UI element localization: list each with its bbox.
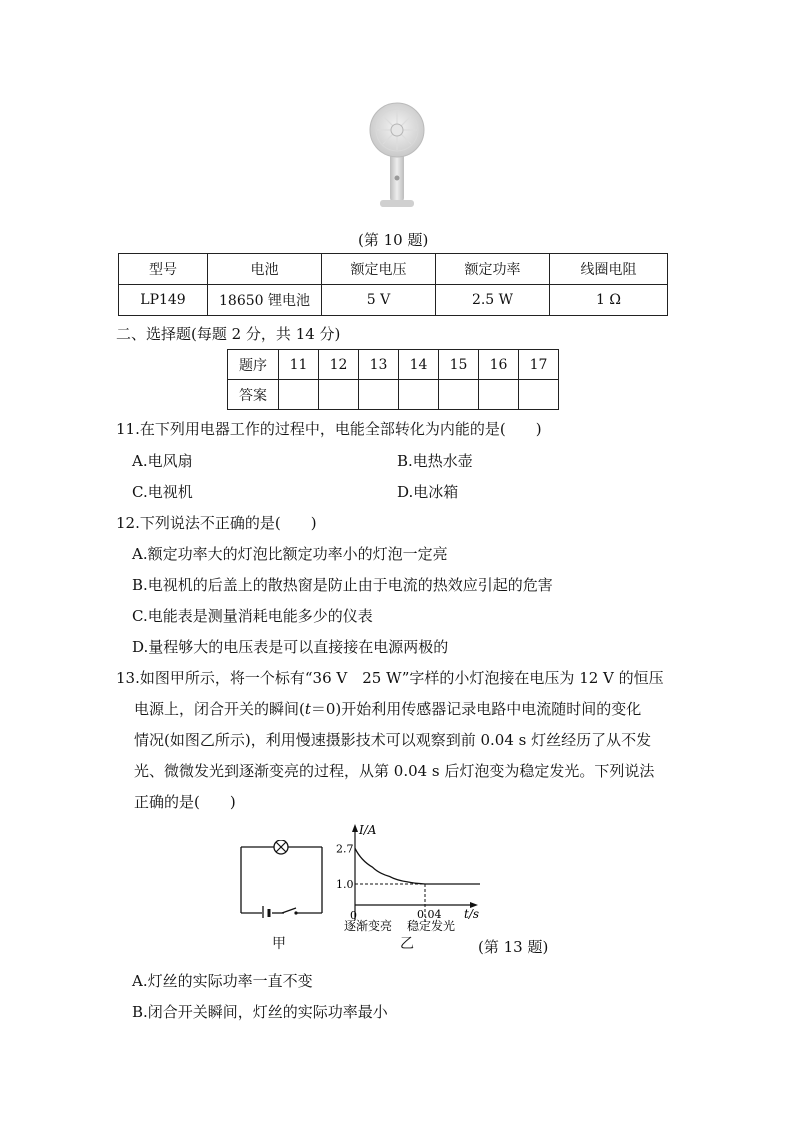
y-axis-arrow-icon: [352, 824, 358, 832]
table-row: [119, 254, 668, 285]
q11-option-c: C.电视机: [132, 483, 193, 501]
origin-label: 0: [350, 909, 357, 922]
header-cell: 额定电压: [322, 254, 436, 285]
figure-caption-q13: (第 13 题): [478, 938, 549, 956]
q11-option-b: B.电热水壶: [397, 452, 473, 470]
row-label: 题序: [228, 350, 279, 380]
table-row: [228, 350, 559, 380]
q12-stem: 12.下列说法不正确的是( ): [116, 514, 317, 532]
answer-cell[interactable]: [359, 380, 399, 410]
q13-line-2b: ＝0)开始利用传感器记录电路中电流随时间的变化: [310, 700, 642, 718]
table-row: [119, 285, 668, 316]
q13-line-5: 正确的是( ): [134, 793, 236, 811]
header-cell: 型号: [119, 254, 208, 285]
x-tick-label: 0.04: [417, 908, 442, 921]
table-row: [228, 380, 559, 410]
figure-label-yi: 乙: [400, 936, 414, 952]
q12-option-c: C.电能表是测量消耗电能多少的仪表: [132, 607, 373, 625]
header-cell: 额定功率: [436, 254, 550, 285]
q13-line-1: 13.如图甲所示，将一个标有“36 V 25 W”字样的小灯泡接在电压为 12 V 的恒压: [116, 669, 664, 687]
question-number: 14: [399, 350, 439, 380]
answer-cell[interactable]: [319, 380, 359, 410]
region-label-brightening: 逐渐变亮: [344, 919, 393, 933]
x-axis-label: t/s: [464, 907, 480, 921]
answer-cell[interactable]: [399, 380, 439, 410]
q13-line-2t: t: [304, 700, 311, 718]
table-cell: 1 Ω: [550, 285, 668, 316]
q13-option-a: A.灯丝的实际功率一直不变: [132, 972, 313, 990]
q12-option-d: D.量程够大的电压表是可以直接接在电源两极的: [132, 638, 449, 656]
q13-line-2a: 电源上，闭合开关的瞬间(: [134, 700, 305, 718]
q13-line-2: [134, 698, 641, 719]
table-cell: 2.5 W: [436, 285, 550, 316]
q11-stem: 11.在下列用电器工作的过程中，电能全部转化为内能的是( ): [116, 420, 542, 438]
table-cell: LP149: [119, 285, 208, 316]
q11-option-a: A.电风扇: [132, 452, 193, 470]
q13-option-b: B.闭合开关瞬间，灯丝的实际功率最小: [132, 1003, 388, 1021]
y-tick-label: 1.0: [336, 878, 354, 891]
question-number: 13: [359, 350, 399, 380]
switch-contact-icon: [294, 911, 297, 914]
handheld-fan-image: [360, 100, 436, 212]
spec-table: [118, 253, 668, 316]
answer-cell[interactable]: [439, 380, 479, 410]
header-cell: 线圈电阻: [550, 254, 668, 285]
lamp-icon: [274, 840, 288, 854]
q12-option-a: A.额定功率大的灯泡比额定功率小的灯泡一定亮: [132, 545, 448, 563]
battery-icon: [263, 906, 269, 918]
answer-cell[interactable]: [479, 380, 519, 410]
current-curve: [355, 848, 480, 884]
q13-line-4: 光、微微发光到逐渐变亮的过程，从第 0.04 s 后灯泡变为稳定发光。下列说法: [134, 762, 655, 780]
row-label: 答案: [228, 380, 279, 410]
table-cell: 18650 锂电池: [208, 285, 322, 316]
y-tick-label: 2.7: [336, 842, 354, 856]
answer-cell[interactable]: [279, 380, 319, 410]
question-number: 12: [319, 350, 359, 380]
y-axis-label: I/A: [359, 823, 377, 837]
section-title: 二、选择题(每题 2 分，共 14 分): [116, 325, 341, 343]
question-number: 17: [519, 350, 559, 380]
circuit-diagram: [238, 840, 328, 918]
current-time-graph: [330, 820, 480, 935]
question-number: 15: [439, 350, 479, 380]
answer-cell[interactable]: [519, 380, 559, 410]
answer-table: [227, 349, 559, 410]
region-label-steady: 稳定发光: [407, 919, 456, 933]
question-number: 11: [279, 350, 319, 380]
q11-option-d: D.电冰箱: [397, 483, 459, 501]
header-cell: 电池: [208, 254, 322, 285]
figure-label-jia: 甲: [272, 936, 286, 952]
q12-option-b: B.电视机的后盖上的散热窗是防止由于电流的热效应引起的危害: [132, 576, 553, 594]
question-number: 16: [479, 350, 519, 380]
table-cell: 5 V: [322, 285, 436, 316]
q13-line-3: 情况(如图乙所示)，利用慢速摄影技术可以观察到前 0.04 s 灯丝经历了从不发: [134, 731, 652, 749]
figure-caption-q10: (第 10 题): [358, 231, 429, 249]
